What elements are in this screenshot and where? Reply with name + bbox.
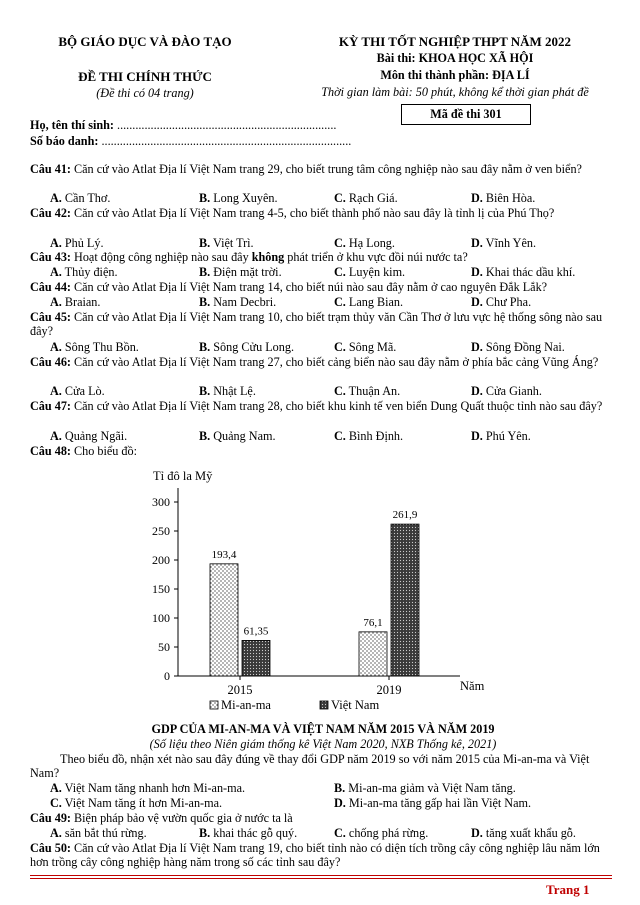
option-d[interactable]: D. Mi-an-ma tăng gấp hai lần Việt Nam. — [334, 796, 532, 810]
option-a[interactable]: A. Cần Thơ. — [50, 191, 111, 205]
question-48-stem: Theo biểu đồ, nhận xét nào sau đây đúng về thay đổi GDP năm 2019 so với năm 2015 của Mi-an-ma và Việt Nam? — [30, 752, 590, 781]
exam-title: KỲ THI TỐT NGHIỆP THPT NĂM 2022 — [338, 34, 572, 49]
option-a[interactable]: A. Thủy điện. — [50, 265, 118, 279]
options-44 — [30, 295, 616, 309]
option-b[interactable]: B. Điện mặt trời. — [199, 265, 282, 279]
page-word: Trang — [546, 882, 580, 897]
legend-swatch — [210, 701, 218, 709]
id-dots: .................................................................................. — [101, 134, 352, 148]
option-c[interactable]: C. chống phá rừng. — [334, 826, 429, 840]
name-dots: ........................................................................ — [117, 118, 337, 132]
question-43: Câu 43: Hoạt động công nghiệp nào sau đây không phát triển ở khu vực đồi núi nước ta? — [30, 250, 468, 264]
option-c[interactable]: C. Việt Nam tăng ít hơn Mi-an-ma. — [50, 796, 223, 810]
option-c[interactable]: C. Bình Định. — [334, 429, 404, 443]
question-label: Câu 41: — [30, 162, 71, 176]
data-label: 61,35 — [243, 625, 269, 638]
question-42: Câu 42: Căn cứ vào Atlat Địa lí Việt Nam trang 4-5, cho biết thành phố nào sau đây là tỉnh lị của Phú Thọ? — [30, 206, 555, 220]
option-d[interactable]: D. Khai thác dầu khí. — [471, 265, 576, 279]
options-47 — [30, 429, 616, 443]
question-41 — [30, 162, 616, 176]
question-44: Câu 44: Căn cứ vào Atlat Địa lí Việt Nam trang 14, cho biết núi nào sau đây nằm ở cao nguyên Đắk Lắk? — [30, 280, 548, 294]
question-49: Câu 49: Biện pháp bảo vệ vườn quốc gia ở nước ta là — [30, 811, 293, 825]
gdp-bar-chart — [120, 460, 520, 720]
option-a[interactable]: A. Quảng Ngãi. — [50, 429, 128, 443]
option-c[interactable]: C. Thuận An. — [334, 384, 401, 398]
option-d[interactable]: D. Sông Đồng Nai. — [471, 340, 565, 354]
official-label: ĐỀ THI CHÍNH THỨC — [78, 69, 212, 84]
id-field — [30, 134, 351, 149]
option-d[interactable]: D. Biên Hòa. — [471, 191, 536, 205]
id-label: Số báo danh: — [30, 134, 99, 148]
options-43 — [30, 265, 616, 279]
option-b[interactable]: B. khai thác gỗ quý. — [199, 826, 298, 840]
option-b[interactable]: B. Nam Decbri. — [199, 295, 277, 309]
y-axis-label: Tỉ đô la Mỹ — [153, 469, 213, 483]
question-47: Câu 47: Căn cứ vào Atlat Địa lí Việt Nam trang 28, cho biết khu kinh tế ven biển Dung Quất thuộc tỉnh nào sau đây? — [30, 399, 603, 413]
option-d[interactable]: D. tăng xuất khẩu gỗ. — [471, 826, 576, 840]
bar-mi-an-ma-2015 — [210, 564, 238, 676]
y-tick-label: 100 — [152, 611, 170, 625]
pages-note: (Đề thi có 04 trang) — [96, 86, 194, 100]
y-tick-label: 300 — [152, 495, 170, 509]
y-tick-label: 200 — [152, 553, 170, 567]
option-a[interactable]: A. Phủ Lý. — [50, 236, 104, 250]
bar-mi-an-ma-2019 — [359, 632, 387, 676]
option-b[interactable]: B. Mi-an-ma giảm và Việt Nam tăng. — [334, 781, 516, 795]
chart-source: (Số liệu theo Niên giám thống kê Việt Nam 2020, NXB Thống kê, 2021) — [149, 737, 497, 751]
option-d[interactable]: D. Chư Pha. — [471, 295, 532, 309]
option-a[interactable]: A. Cửa Lò. — [50, 384, 105, 398]
options-48-row2 — [30, 796, 616, 810]
time-line: Thời gian làm bài: 50 phút, không kể thời gian phát đề — [321, 85, 589, 99]
option-a[interactable]: A. Việt Nam tăng nhanh hơn Mi-an-ma. — [50, 781, 246, 795]
option-b[interactable]: B. Nhật Lệ. — [199, 384, 256, 398]
y-tick-label: 50 — [158, 640, 170, 654]
option-b[interactable]: B. Việt Trì. — [199, 236, 254, 250]
data-label: 193,4 — [211, 548, 237, 561]
option-c[interactable]: C. Lang Bian. — [334, 295, 404, 309]
legend-label: Mi-an-ma — [221, 698, 271, 712]
options-46 — [30, 384, 616, 398]
option-a[interactable]: A. Braian. — [50, 295, 101, 309]
option-b[interactable]: B. Quảng Nam. — [199, 429, 276, 443]
question-50: Câu 50: Căn cứ vào Atlat Địa lí Việt Nam trang 19, cho biết tỉnh nào có diện tích trồng cây công nghiệp lâu năm lớn hơn trồng cây công nghiệp hàng năm trong số các tỉnh sau đây? — [30, 841, 600, 870]
options-49 — [30, 826, 616, 840]
y-tick-label: 0 — [164, 669, 170, 683]
legend-swatch — [320, 701, 328, 709]
option-b[interactable]: B. Sông Cửu Long. — [199, 340, 294, 354]
question-46: Câu 46: Căn cứ vào Atlat Địa lí Việt Nam trang 27, cho biết cảng biển nào sau đây nằm ở phía bắc cảng Vũng Áng? — [30, 355, 599, 369]
chart-caption: GDP CỦA MI-AN-MA VÀ VIỆT NAM NĂM 2015 VÀ NĂM 2019 — [151, 722, 495, 736]
options-41 — [30, 191, 616, 205]
name-label: Họ, tên thí sinh: — [30, 118, 114, 132]
option-c[interactable]: C. Hạ Long. — [334, 236, 395, 250]
x-tick-label: 2015 — [227, 683, 253, 697]
options-48-row1 — [30, 781, 616, 795]
options-42 — [30, 236, 616, 250]
option-c[interactable]: C. Sông Mã. — [334, 340, 397, 354]
data-label: 261,9 — [392, 509, 418, 522]
option-b[interactable]: B. Long Xuyên. — [199, 191, 278, 205]
x-axis-label: Năm — [460, 679, 485, 693]
bar-vi-t-nam-2015 — [242, 640, 270, 676]
option-d[interactable]: D. Cửa Gianh. — [471, 384, 542, 398]
footer-rule-thin — [30, 878, 612, 879]
subject-line: Bài thi: KHOA HỌC XÃ HỘI — [376, 51, 534, 65]
option-d[interactable]: D. Phú Yên. — [471, 429, 531, 443]
question-45: Câu 45: Căn cứ vào Atlat Địa lí Việt Nam trang 10, cho biết trạm thủy văn Cần Thơ ở lưu vực hệ thống sông nào sau đây? — [30, 310, 603, 339]
name-field — [30, 118, 336, 133]
option-a[interactable]: A. Sông Thu Bồn. — [50, 340, 139, 354]
option-c[interactable]: C. Rạch Giá. — [334, 191, 398, 205]
page-num: 1 — [582, 882, 590, 897]
question-48: Câu 48: Cho biểu đồ: — [30, 444, 137, 458]
component-line: Môn thi thành phần: ĐỊA LÍ — [380, 68, 530, 82]
exam-code: Mã đề thi 301 — [430, 107, 502, 121]
x-tick-label: 2019 — [376, 683, 402, 697]
y-tick-label: 250 — [152, 524, 170, 538]
options-45 — [30, 340, 616, 354]
bar-vi-t-nam-2019 — [391, 524, 419, 676]
option-d[interactable]: D. Vĩnh Yên. — [471, 236, 537, 250]
footer-rule — [30, 875, 612, 876]
option-c[interactable]: C. Luyện kim. — [334, 265, 406, 279]
ministry-title: BỘ GIÁO DỤC VÀ ĐÀO TẠO — [58, 34, 232, 49]
page-number — [546, 882, 589, 898]
data-label: 76,1 — [363, 616, 383, 629]
option-a[interactable]: A. săn bắt thú rừng. — [50, 826, 147, 840]
legend-label: Việt Nam — [331, 698, 380, 712]
exam-code-box — [401, 104, 531, 125]
question-text: Căn cứ vào Atlat Địa lí Việt Nam trang 29, cho biết trung tâm công nghiệp nào sau đây nằm ở ven biển? — [70, 162, 582, 176]
y-tick-label: 150 — [152, 582, 170, 596]
